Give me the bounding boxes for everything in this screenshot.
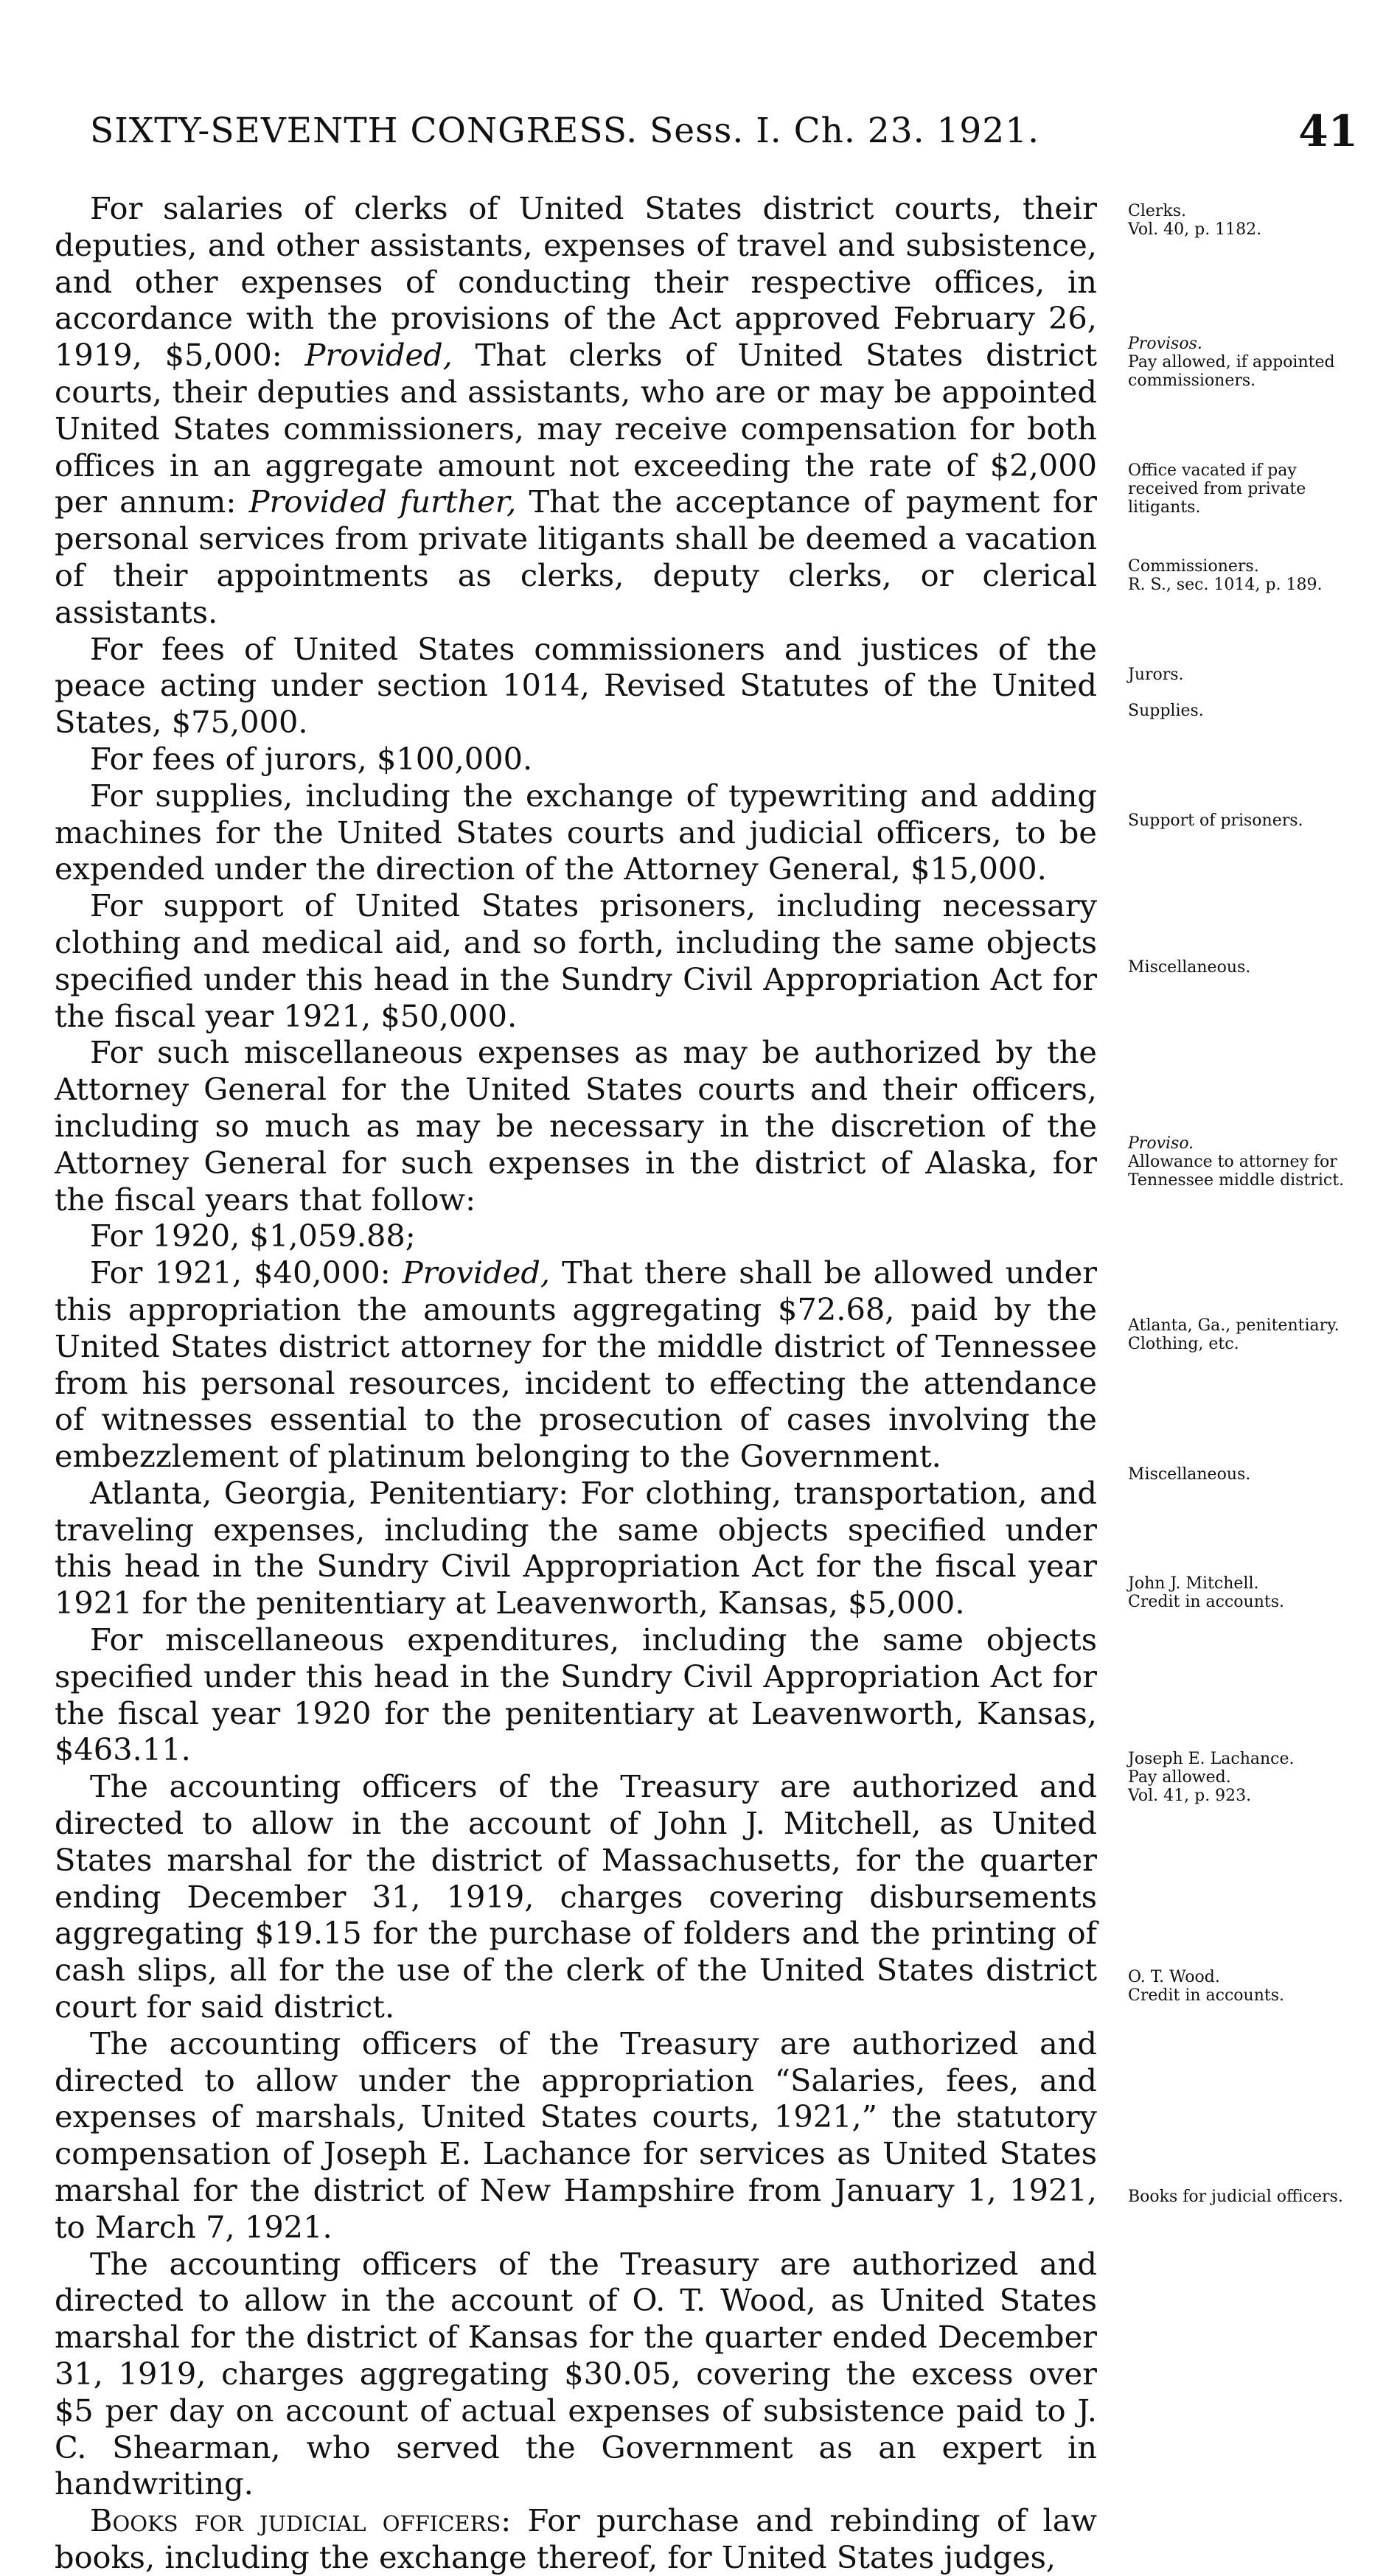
margin-note-text: Pay allowed, if appointed commissioners. (1128, 353, 1335, 390)
margin-note-text: Allowance to attorney for Tennessee middle district. (1128, 1153, 1345, 1190)
paragraph-text: For purchase and rebinding of law books, including the exchange thereof, for United States judges, (55, 2502, 1097, 2575)
margin-note-text: Commissioners. (1128, 557, 1259, 576)
margin-note-text: John J. Mitchell. (1128, 1574, 1259, 1593)
paragraph-lachance: The accounting officers of the Treasury are authorized and directed to allow under the appropriation “Salaries, fees, and expenses of marshals, United States courts, 1921,” the statutory compensation of Joseph E. Lachance for services as United States marshal for the district of New Hampshire from January 1, 1921, to March 7, 1921. (55, 2025, 1097, 2245)
body-text (55, 190, 1097, 2576)
page-header (90, 106, 1358, 162)
paragraph-text: For 1921, $40,000: (90, 1254, 403, 1291)
margin-note-books: Books for judicial officers. (1128, 2188, 1343, 2206)
paragraph-support-prisoners: For support of United States prisoners, including necessary clothing and medical aid, and so forth, including the same objects specified under this head in the Sundry Civil Appropriation Act for the fiscal year 1921, $50,000. (55, 887, 1097, 1034)
margin-note-text: Atlanta, Ga., penitentiary. (1128, 1316, 1340, 1335)
margin-note-misc-expenditures: Miscellaneous. (1128, 1465, 1251, 1484)
margin-note-text: O. T. Wood. (1128, 1968, 1220, 1986)
paragraph-supplies: For supplies, including the exchange of typewriting and adding machines for the United States courts and judicial officers, to be expended under the direction of the Attorney General, $15,000. (55, 777, 1097, 887)
paragraph-1920: For 1920, $1,059.88; (90, 1218, 416, 1254)
margin-note-text: Credit in accounts. (1128, 1986, 1284, 2005)
margin-note-text: Credit in accounts. (1128, 1593, 1284, 1611)
proviso-term: Provided, (402, 1254, 551, 1291)
page-number: 41 (1298, 106, 1358, 156)
margin-note-office-vacated: Office vacated if pay received from private litigants. (1128, 461, 1306, 517)
paragraph-commissioners: For fees of United States commissioners and justices of the peace acting under section 1014, Revised Statutes of the United States, $75,000. (55, 630, 1097, 741)
paragraph-atlanta: Atlanta, Georgia, Penitentiary: For clothing, transportation, and traveling expenses, including the same objects specified under this head in the Sundry Civil Appropriation Act for the fiscal year 1921 for the penitentiary at Leavenworth, Kansas, $5,000. (55, 1474, 1097, 1622)
margin-note-ref: Vol. 41, p. 923. (1128, 1787, 1252, 1805)
paragraph-wood: The accounting officers of the Treasury are authorized and directed to allow in the account of O. T. Wood, as United States marshal for the district of Kansas for the quarter ended December 31, 1919, charges aggregating $30.05, covering the excess over $5 per day on account of actual expenses of subsistence paid to J. C. Shearman, who served the Government as an expert in handwriting. (55, 2245, 1097, 2502)
proviso-term: Provided further, (248, 484, 517, 520)
margin-note-ref: Vol. 40, p. 1182. (1128, 220, 1262, 239)
paragraph-jurors: For fees of jurors, $100,000. (90, 740, 533, 777)
margin-note-support-prisoners: Support of prisoners. (1128, 811, 1303, 830)
margin-note-miscellaneous: Miscellaneous. (1128, 958, 1251, 977)
paragraph-text: That the acceptance of payment for personal services from private litigants shall be deemed a vacation of their appointments as clerks, deputy clerks, or clerical assistants. (55, 484, 1098, 630)
paragraph-clerks (55, 190, 1097, 631)
running-head: SIXTY-SEVENTH CONGRESS. Sess. I. Ch. 23. 1921. (90, 111, 1040, 151)
margin-note-wood (1128, 1968, 1364, 2005)
margin-note-commissioners (1128, 557, 1364, 594)
margin-note-atlanta (1128, 1316, 1364, 1353)
margin-note-jurors: Jurors. (1128, 666, 1184, 684)
margin-note-text: Joseph E. Lachance. (1128, 1750, 1295, 1768)
margin-note-supplies: Supplies. (1128, 702, 1204, 720)
margin-note-provisos (1128, 335, 1364, 390)
margin-note-text: Pay allowed. (1128, 1768, 1231, 1787)
margin-note-text: Clothing, etc. (1128, 1335, 1239, 1353)
paragraph-text: That clerks of United States district courts, their deputies and assistants, who are or may be appointed United States commissioners, may receive compensation for both offices in an aggregate amount not exceeding the rate of $2,000 per annum: (55, 337, 1097, 520)
margin-note-heading: Provisos. (1128, 335, 1202, 353)
paragraph-books (55, 2502, 1097, 2576)
margin-note-lachance (1128, 1750, 1364, 1805)
margin-note-proviso (1128, 1134, 1364, 1190)
margin-note-ref: R. S., sec. 1014, p. 189. (1128, 576, 1323, 594)
section-lead: Books for judicial officers: (90, 2502, 512, 2539)
paragraph-text: That there shall be allowed under this appropriation the amounts aggregating $72.68, paid by the United States district attorney for the middle district of Tennessee from his personal resources, incident to effecting the attendance of witnesses essential to the prosecution of cases involving the embezzlement of platinum belonging to the Government. (55, 1254, 1098, 1475)
paragraph-miscellaneous: For such miscellaneous expenses as may be authorized by the Attorney General for the United States courts and their officers, including so much as may be necessary in the discretion of the Attorney General for such expenses in the district of Alaska, for the fiscal years that follow: (55, 1034, 1097, 1218)
margin-note-heading: Proviso. (1128, 1134, 1194, 1153)
paragraph-text: For salaries of clerks of United States district courts, their deputies, and other assistants, expenses of travel and subsistence, and other expenses of conducting their respective offices, in accordance with the provisions of the Act approved February 26, 1919, $5,000: (55, 190, 1097, 374)
margin-note-clerks (1128, 202, 1364, 239)
margin-note-mitchell (1128, 1574, 1364, 1611)
proviso-term: Provided, (304, 337, 453, 374)
paragraph-mitchell: The accounting officers of the Treasury are authorized and directed to allow in the account of John J. Mitchell, as United States marshal for the district of Massachusetts, for the quarter ending December 31, 1919, charges covering disbursements aggregating $19.15 for the purchase of folders and the printing of cash slips, all for the use of the clerk of the United States district court for said district. (55, 1768, 1097, 2025)
paragraph-misc-expenditures: For miscellaneous expenditures, including the same objects specified under this head in the Sundry Civil Appropriation Act for the fiscal year 1920 for the penitentiary at Leavenworth, Kansas, $463.11. (55, 1622, 1097, 1768)
paragraph-1921 (55, 1254, 1097, 1475)
margin-note-text: Clerks. (1128, 202, 1187, 220)
